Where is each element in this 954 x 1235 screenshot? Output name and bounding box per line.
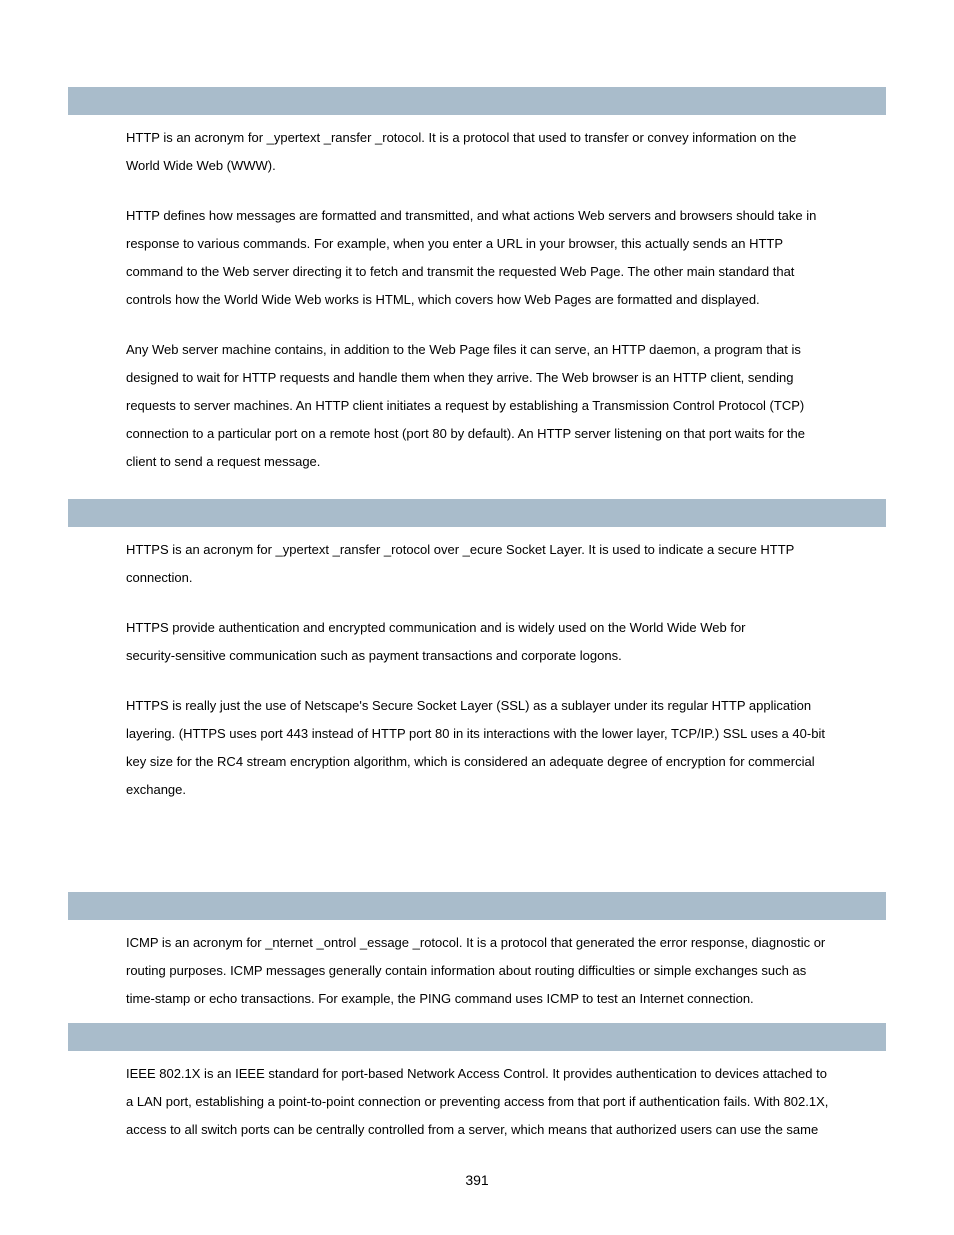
text-line: key size for the RC4 stream encryption algorithm, which is considered an adequate degree of encryption for commercial xyxy=(126,754,815,769)
text-line: designed to wait for HTTP requests and handle them when they arrive. The Web browser is an HTTP client, sending xyxy=(126,370,794,385)
section-bar-icmp xyxy=(68,892,886,920)
section-bar-ieee8021x xyxy=(68,1023,886,1051)
text-line: IEEE 802.1X is an IEEE standard for port-based Network Access Control. It provides authentication to devices attached to xyxy=(126,1066,827,1081)
text-line: routing purposes. ICMP messages generally contain information about routing difficulties or simple exchanges such as xyxy=(126,963,807,978)
text-line: connection. xyxy=(126,570,193,585)
http-paragraph-2 xyxy=(126,202,888,314)
text-line: HTTP is an acronym for _ypertext _ransfer _rotocol. It is a protocol that used to transfer or convey information on the xyxy=(126,130,797,145)
text-line: time-stamp or echo transactions. For example, the PING command uses ICMP to test an Internet connection. xyxy=(126,991,754,1006)
section-bar-http xyxy=(68,87,886,115)
https-paragraph-3 xyxy=(126,692,888,804)
http-paragraph-1 xyxy=(126,124,888,180)
text-line: response to various commands. For example, when you enter a URL in your browser, this actually sends an HTTP xyxy=(126,236,784,251)
section-bar-https xyxy=(68,499,886,527)
page-number: 391 xyxy=(465,1172,489,1188)
text-line: Any Web server machine contains, in addition to the Web Page files it can serve, an HTTP daemon, a program that is xyxy=(126,342,801,357)
ieee8021x-paragraph-1 xyxy=(126,1060,888,1144)
text-line: layering. (HTTPS uses port 443 instead of HTTP port 80 in its interactions with the lower layer, TCP/IP.) SSL uses a 40-bit xyxy=(126,726,825,741)
https-paragraph-1 xyxy=(126,536,888,592)
text-line: controls how the World Wide Web works is HTML, which covers how Web Pages are formatted and displayed. xyxy=(126,292,760,307)
text-line: command to the Web server directing it to fetch and transmit the requested Web Page. The other main standard that xyxy=(126,264,795,279)
text-line: client to send a request message. xyxy=(126,454,321,469)
text-line: HTTP defines how messages are formatted and transmitted, and what actions Web servers and browsers should take in xyxy=(126,208,817,223)
text-line: security-sensitive communication such as payment transactions and corporate logons. xyxy=(126,648,622,663)
text-line: exchange. xyxy=(126,782,186,797)
text-line: connection to a particular port on a remote host (port 80 by default). An HTTP server listening on that port waits for the xyxy=(126,426,806,441)
text-line: HTTPS is really just the use of Netscape's Secure Socket Layer (SSL) as a sublayer under its regular HTTP application xyxy=(126,698,812,713)
text-line: HTTPS is an acronym for _ypertext _ransfer _rotocol over _ecure Socket Layer. It is used to indicate a secure HTTP xyxy=(126,542,795,557)
text-line: ICMP is an acronym for _nternet _ontrol _essage _rotocol. It is a protocol that generated the error response, diagnostic or xyxy=(126,935,826,950)
text-line: a LAN port, establishing a point-to-point connection or preventing access from that port if authentication fails. With 802.1X, xyxy=(126,1094,829,1109)
text-line: access to all switch ports can be centrally controlled from a server, which means that authorized users can use the same xyxy=(126,1122,819,1137)
http-paragraph-3 xyxy=(126,336,888,476)
text-line: requests to server machines. An HTTP client initiates a request by establishing a Transmission Control Protocol (TCP) xyxy=(126,398,805,413)
text-line: HTTPS provide authentication and encrypted communication and is widely used on the World Wide Web for xyxy=(126,620,746,635)
icmp-paragraph-1 xyxy=(126,929,888,1013)
https-paragraph-2 xyxy=(126,614,888,670)
text-line: World Wide Web (WWW). xyxy=(126,158,276,173)
